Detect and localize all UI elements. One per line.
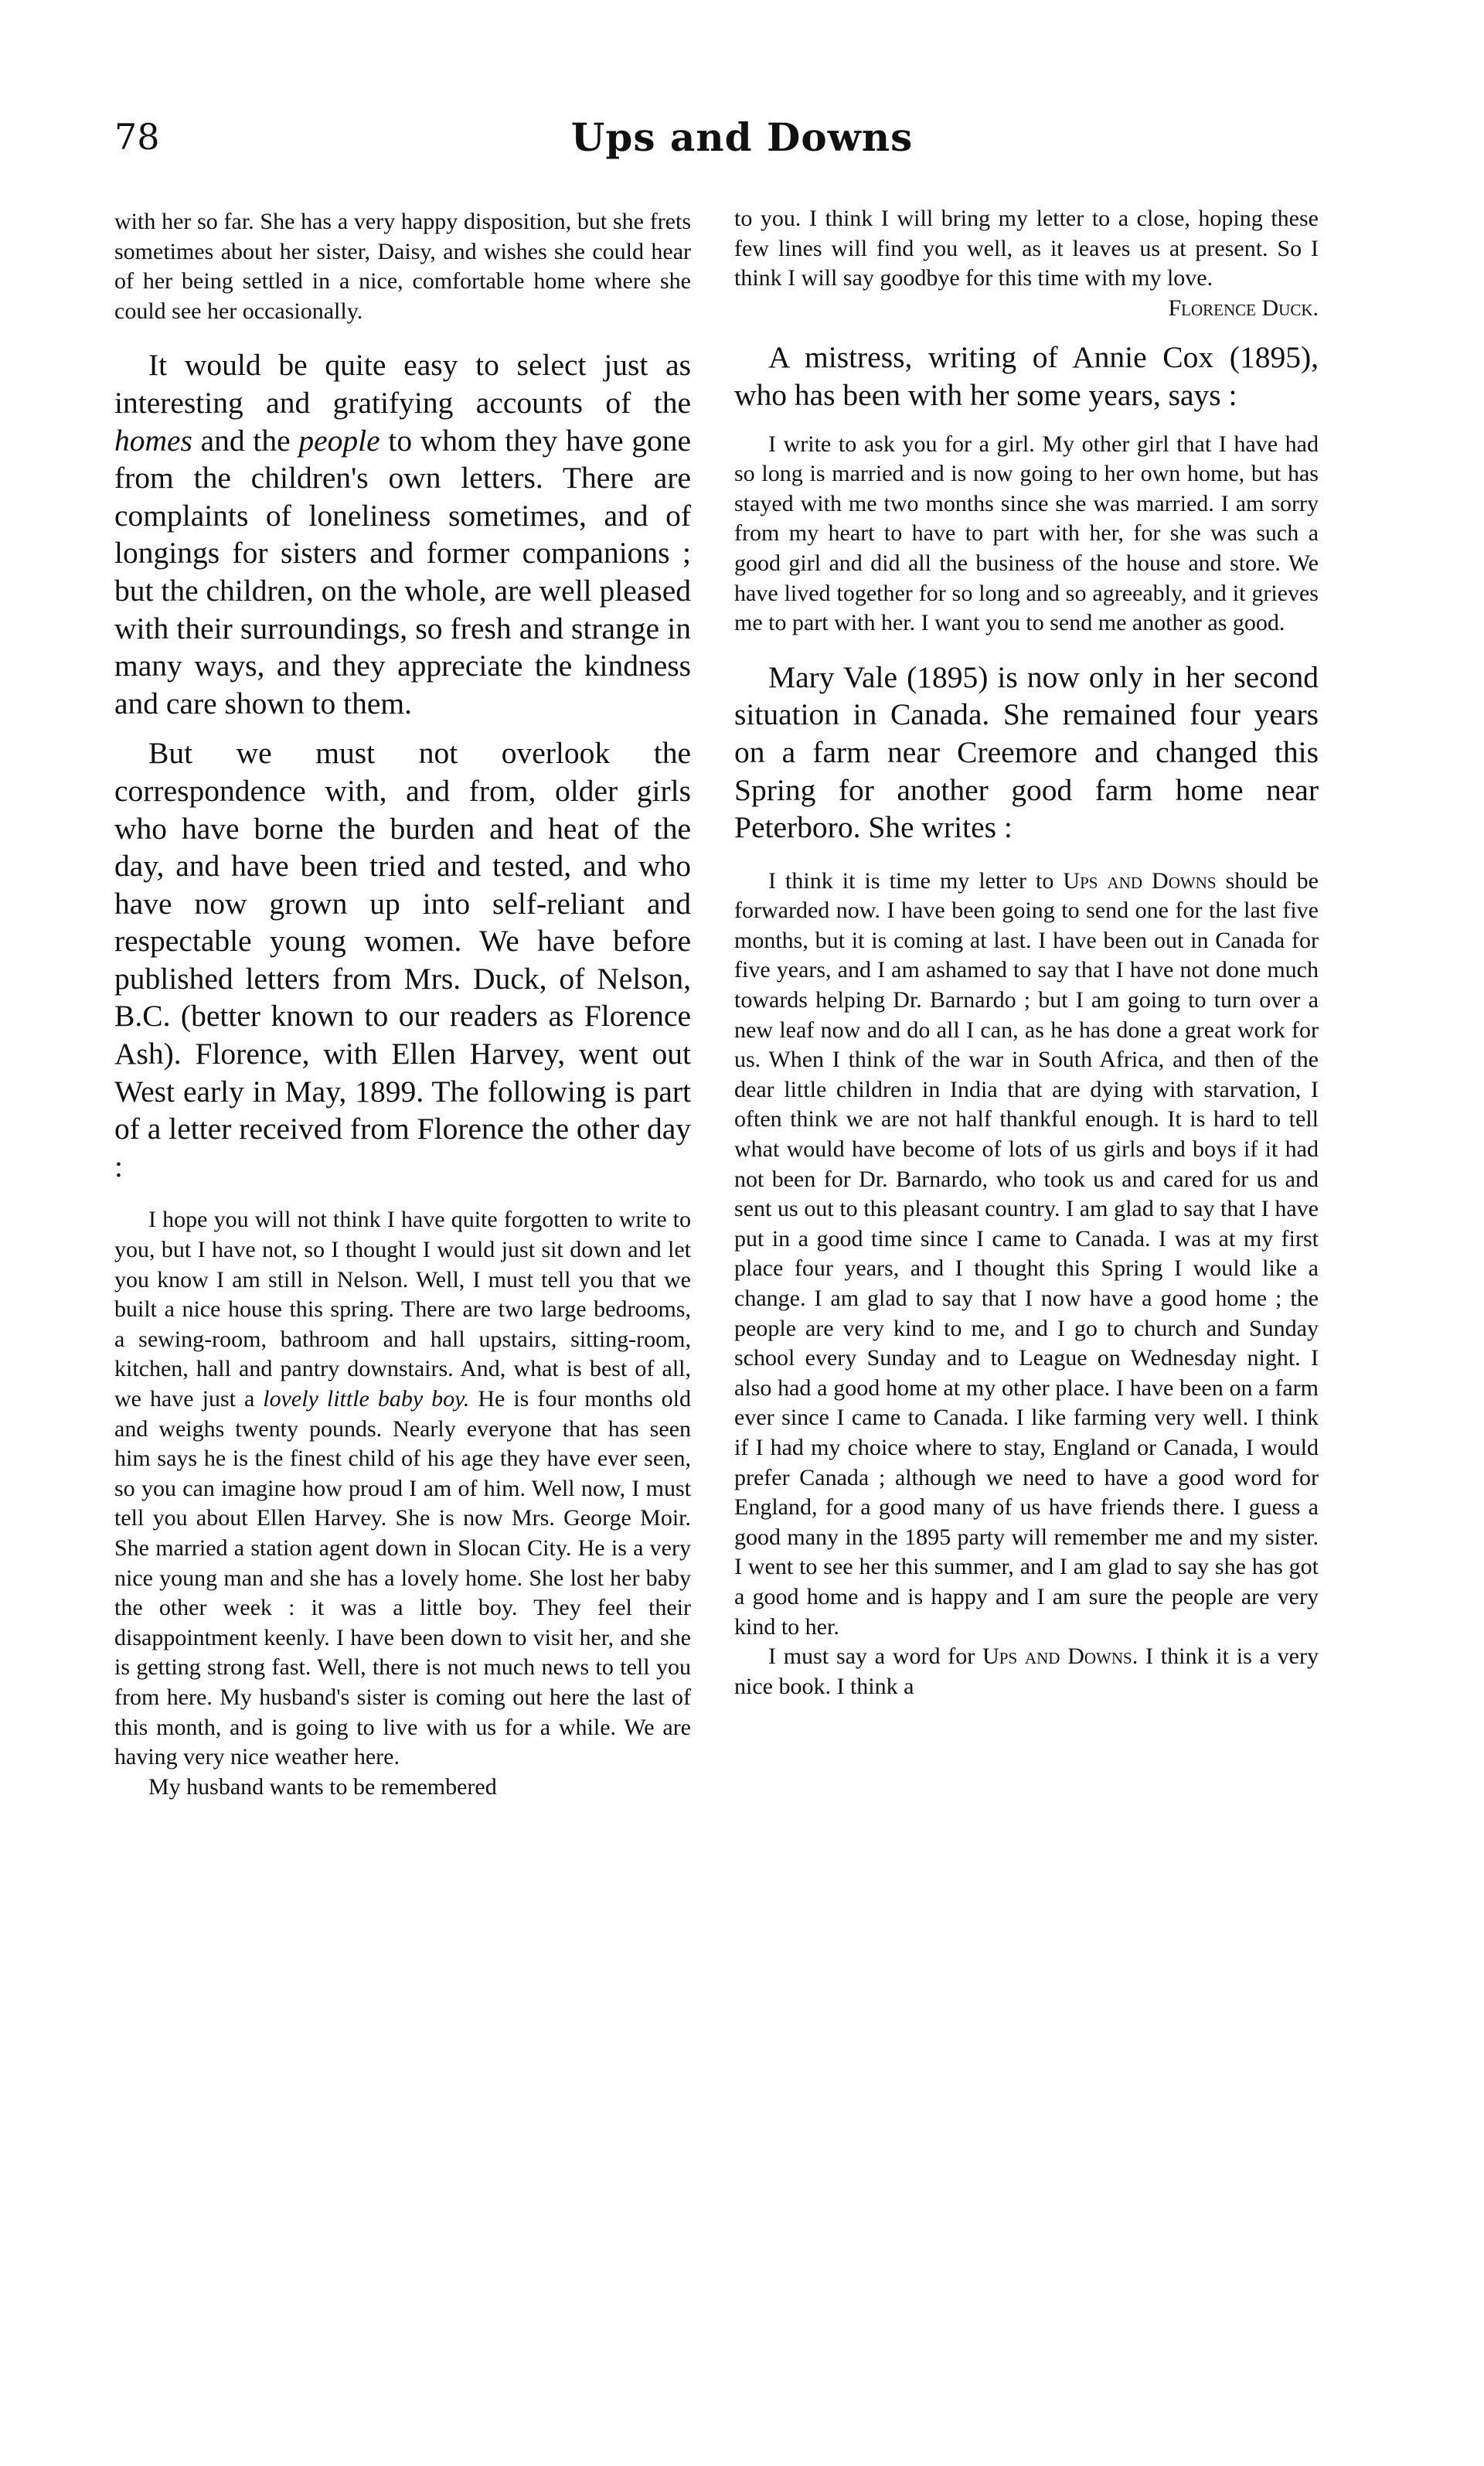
left-column bbox=[114, 207, 691, 1802]
letter-florence: I hope you will not think I have quite forgotten to write to you, but I have not, so I thought I would just sit down and let you know I am still in Nelson. Well, I must tell you that we built a nice house this spring. There are two large bedrooms, a sewing-room, bathroom and hall upstairs, sitting-room, kitchen, hall and pantry downstairs. And, what is best of all, we have just a lovely little baby boy. He is four months old and weighs twenty pounds. Nearly everyone that has seen him says he is the finest child of his age they have ever seen, so you can imagine how proud I am of him. Well now, I must tell you about Ellen Harvey. She is now Mrs. George Moir. She married a station agent down in Slocan City. He is a very nice young man and she has a lovely home. She lost her baby the other week : it was a little boy. They feel their disappointment keenly. I have been down to visit her, and she is getting strong fast. Well, there is not much news to tell you from here. My husband's sister is coming out here the last of this month, and is going to live with us for a while. We are having very nice weather here. bbox=[114, 1207, 691, 1770]
paragraph-mary-vale: Mary Vale (1895) is now only in her second situation in Canada. She remained four years on a farm near Creemore and changed this Spring for another good farm home near Peterboro. She writes : bbox=[734, 659, 1319, 845]
running-title: Ups and Downs bbox=[570, 114, 914, 160]
paragraph-continuation: with her so far. She has a very happy disposition, but she frets sometimes about her sister, Daisy, and wishes she could hear of her being settled in a nice, comfortable home where she could see her occasionally. bbox=[114, 209, 691, 324]
letter-mary-vale: I think it is time my letter to Ups and Downs should be forwarded now. I have been going to send one for the last five months, but it is coming at last. I have been out in Canada for five years, and I am ashamed to say that I have not done much towards helping Dr. Barnardo ; but I am going to turn over a new leaf now and do all I can, as he has done a great work for us. When I think of the war in South Africa, and then of the dear little children in India that are dying with starvation, I often think we are not half thankful enough. It is hard to tell what would have become of lots of us girls and boys if it had not been for Dr. Barnardo, who took us and cared for us and sent us out to this pleasant country. I am glad to say that I have put in a good time since I came to Canada. I was at my first place four years, and I thought this Spring I would like a change. I am glad to say that I now have a good home ; the people are very kind to me, and I go to church and Sunday school every Sunday and to League on Wednesday night. I also had a good home at my other place. I have been on a farm ever since I came to Canada. I like farming very well. I think if I had my choice where to stay, England or Canada, I would prefer Canada ; although we need to have a good word for England, for a good many of us have friends there. I guess a good many in the 1895 party will remember me and my sister. I went to see her this summer, and I am glad to say she has got a good home and is happy and I am sure the people are very kind to her. bbox=[734, 867, 1319, 1640]
paragraph-homes-and-people: It would be quite easy to select just as interesting and gratifying accounts of the homes and the people to whom they have gone from the children's own letters. There are complaints of loneliness sometimes, and of longings for sisters and former companions ; but the children, on the whole, are well pleased with their surroundings, so fresh and strange in many ways, and they appreciate the kindness and care shown to them. bbox=[114, 348, 691, 720]
letter-florence-closing: My husband wants to be remembered bbox=[148, 1773, 497, 1800]
paragraph-annie-cox: A mistress, writing of Annie Cox (1895), who has been with her some years, says : bbox=[734, 340, 1319, 412]
letter-florence-end: to you. I think I will bring my letter to a close, hoping these few lines will find you well, as it leaves us at present. So I think I will say goodbye for this time with my love. Florence Duck. bbox=[734, 204, 1319, 323]
letter-mistress: I write to ask you for a girl. My other girl that I have had so long is married and is now going to her own home, but has stayed with me two months since she was married. I am sorry from my heart to have to part with her, for she was such a good girl and did all the business of the house and store. We have lived together for so long and so agreeably, and it grieves me to part with her. I want you to send me another as good. bbox=[734, 431, 1319, 636]
page-number: 78 bbox=[114, 116, 160, 158]
right-column bbox=[734, 204, 1319, 1701]
paragraph-older-girls: But we must not overlook the correspondence with, and from, older girls who have borne the burden and heat of the day, and have been tried and tested, and who have now grown up into self-reliant and respectable young women. We have before published letters from Mrs. Duck, of Nelson, B.C. (better known to our readers as Florence Ash). Florence, with Ellen Harvey, went out West early in May, 1899. The following is part of a letter received from Florence the other day : bbox=[114, 736, 691, 1184]
signature: Florence Duck. bbox=[1168, 295, 1319, 321]
letter-mary-vale-continued: I must say a word for Ups and Downs. I think it is a very nice book. I think a bbox=[734, 1643, 1319, 1699]
